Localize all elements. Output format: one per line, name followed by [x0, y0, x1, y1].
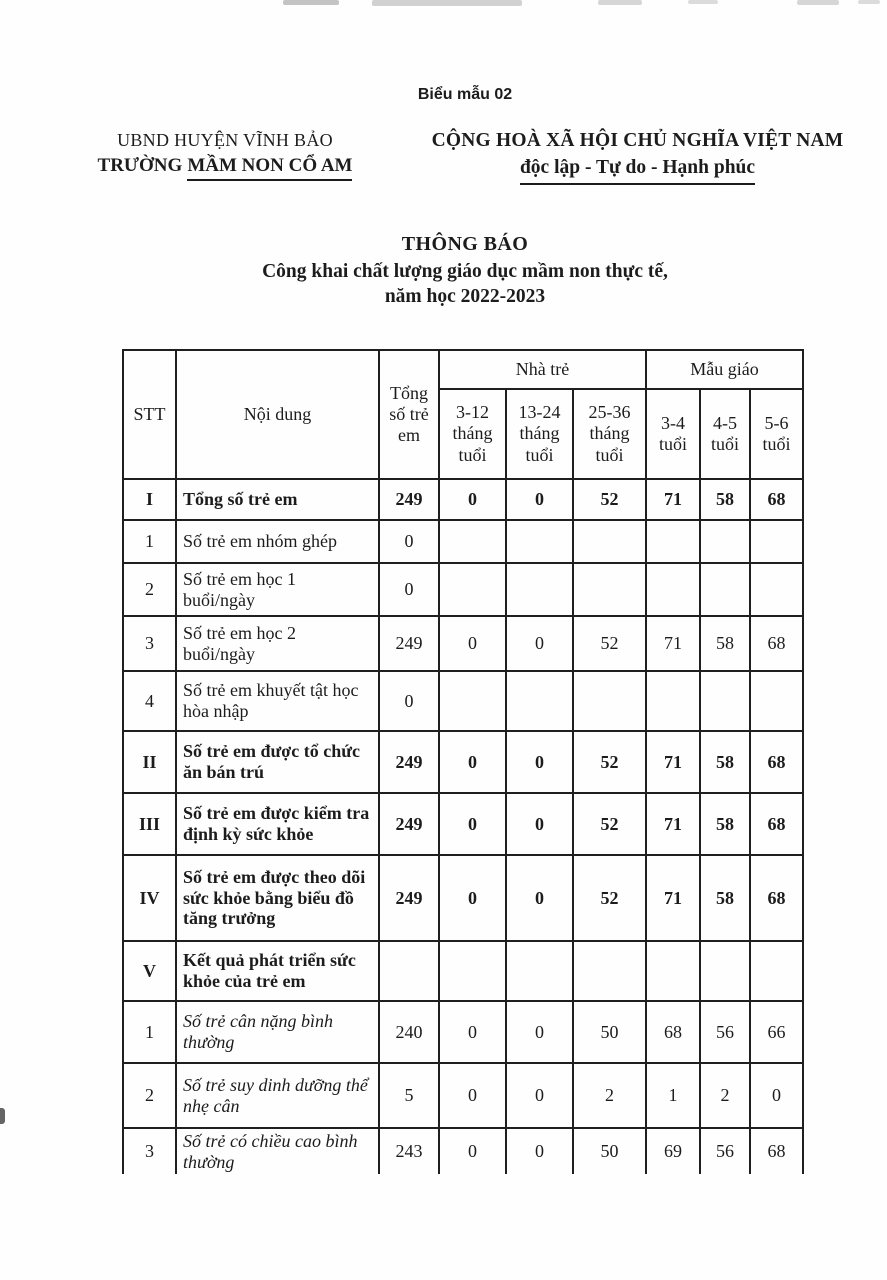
- issuer-authority: UBND HUYỆN VĨNH BẢO: [117, 130, 333, 150]
- row-value: [573, 563, 646, 616]
- header-sub-col-5: 5-6 tuổi: [750, 389, 803, 479]
- table-row: [123, 520, 803, 563]
- row-value: 0: [506, 855, 573, 941]
- national-motto-text: độc lập - Tự do - Hạnh phúc: [520, 156, 755, 184]
- row-value: [750, 671, 803, 731]
- national-motto: [415, 156, 860, 184]
- row-value: [750, 941, 803, 1001]
- header-sub-col-1: 13-24 tháng tuổi: [506, 389, 573, 479]
- row-value: 52: [573, 793, 646, 855]
- row-value: 0: [379, 671, 439, 731]
- row-value: 58: [700, 855, 750, 941]
- row-stt: 1: [123, 520, 176, 563]
- row-value: [700, 941, 750, 1001]
- row-value: 52: [573, 855, 646, 941]
- row-value: 0: [439, 1001, 506, 1063]
- header-total: Tổng số trẻ em: [379, 350, 439, 479]
- row-stt: 3: [123, 616, 176, 671]
- row-value: 0: [379, 563, 439, 616]
- row-value: [573, 520, 646, 563]
- row-value: 50: [573, 1001, 646, 1063]
- row-value: 0: [506, 731, 573, 793]
- row-value: [646, 520, 700, 563]
- row-value: 0: [750, 1063, 803, 1128]
- row-value: 52: [573, 616, 646, 671]
- row-label: Số trẻ em được kiểm tra định kỳ sức khỏe: [176, 793, 379, 855]
- row-label: Số trẻ em học 2 buổi/ngày: [176, 616, 379, 671]
- row-label: Kết quả phát triển sức khỏe của trẻ em: [176, 941, 379, 1001]
- row-value: 0: [439, 616, 506, 671]
- row-value: 71: [646, 731, 700, 793]
- header-sub-col-4: 4-5 tuổi: [700, 389, 750, 479]
- row-stt: 4: [123, 671, 176, 731]
- form-number-label: Biểu mẫu 02: [417, 86, 513, 103]
- row-label: Số trẻ em khuyết tật học hòa nhập: [176, 671, 379, 731]
- row-value: [573, 671, 646, 731]
- scan-artifact: [688, 0, 718, 4]
- row-value: [379, 941, 439, 1001]
- row-value: [439, 941, 506, 1001]
- row-value: 0: [379, 520, 439, 563]
- row-value: [439, 563, 506, 616]
- table-row: [123, 479, 803, 520]
- row-value: 56: [700, 1001, 750, 1063]
- row-value: 0: [439, 479, 506, 520]
- row-value: [750, 520, 803, 563]
- row-value: [700, 520, 750, 563]
- row-value: [646, 563, 700, 616]
- row-value: 56: [700, 1128, 750, 1174]
- national-motto-block: [415, 129, 860, 185]
- row-value: [646, 671, 700, 731]
- row-value: 0: [506, 1063, 573, 1128]
- scan-artifact: [797, 0, 839, 5]
- row-value: 2: [573, 1063, 646, 1128]
- row-value: 0: [506, 1128, 573, 1174]
- issuer-block: [90, 129, 360, 181]
- national-title: CỘNG HOÀ XÃ HỘI CHỦ NGHĨA VIỆT NAM: [431, 130, 844, 151]
- table-row: [123, 731, 803, 793]
- row-value: 68: [750, 731, 803, 793]
- row-value: 69: [646, 1128, 700, 1174]
- row-value: [700, 671, 750, 731]
- row-value: 68: [750, 1128, 803, 1174]
- notice-subtitle: Công khai chất lượng giáo dục mầm non thực tế,: [262, 261, 668, 282]
- row-value: 0: [506, 479, 573, 520]
- row-value: 52: [573, 731, 646, 793]
- row-value: 243: [379, 1128, 439, 1174]
- row-stt: 2: [123, 1063, 176, 1128]
- row-value: 58: [700, 731, 750, 793]
- row-label: Tổng số trẻ em: [176, 479, 379, 520]
- row-value: [700, 563, 750, 616]
- scan-artifact: [372, 0, 522, 6]
- school-name-main: MẦM NON CỔ AM: [187, 154, 352, 182]
- row-stt: 1: [123, 1001, 176, 1063]
- row-label: Số trẻ suy dinh dưỡng thể nhẹ cân: [176, 1063, 379, 1128]
- row-value: [506, 941, 573, 1001]
- scan-artifact: [0, 1108, 5, 1124]
- table-row: [123, 1063, 803, 1128]
- row-value: 50: [573, 1128, 646, 1174]
- row-value: 68: [750, 479, 803, 520]
- row-value: 0: [439, 855, 506, 941]
- row-value: 68: [750, 616, 803, 671]
- row-value: [506, 520, 573, 563]
- row-value: 0: [439, 1128, 506, 1174]
- row-value: 2: [700, 1063, 750, 1128]
- row-stt: III: [123, 793, 176, 855]
- row-value: 240: [379, 1001, 439, 1063]
- row-value: 68: [750, 793, 803, 855]
- row-value: 0: [439, 793, 506, 855]
- row-value: 58: [700, 616, 750, 671]
- row-stt: IV: [123, 855, 176, 941]
- row-stt: V: [123, 941, 176, 1001]
- row-value: [750, 563, 803, 616]
- table-row: [123, 941, 803, 1001]
- table-row: [123, 855, 803, 941]
- table-row: [123, 563, 803, 616]
- row-value: 68: [750, 855, 803, 941]
- row-stt: 2: [123, 563, 176, 616]
- table-row: [123, 793, 803, 855]
- row-value: [573, 941, 646, 1001]
- row-value: [439, 520, 506, 563]
- table-row: [123, 671, 803, 731]
- row-value: 66: [750, 1001, 803, 1063]
- row-value: 68: [646, 1001, 700, 1063]
- row-value: 0: [506, 793, 573, 855]
- header-sub-col-3: 3-4 tuổi: [646, 389, 700, 479]
- notice-school-year: năm học 2022-2023: [384, 286, 546, 308]
- table-body: [123, 479, 803, 1174]
- row-label: Số trẻ em nhóm ghép: [176, 520, 379, 563]
- row-stt: II: [123, 731, 176, 793]
- table-row: [123, 616, 803, 671]
- row-value: 249: [379, 793, 439, 855]
- header-stt: STT: [123, 350, 176, 479]
- row-value: 0: [439, 1063, 506, 1128]
- row-value: 52: [573, 479, 646, 520]
- header-group-kindergarten: Mẫu giáo: [646, 350, 803, 389]
- row-value: 58: [700, 479, 750, 520]
- row-label: Số trẻ em được tổ chức ăn bán trú: [176, 731, 379, 793]
- row-stt: 3: [123, 1128, 176, 1174]
- header-sub-col-0: 3-12 tháng tuổi: [439, 389, 506, 479]
- scan-artifact: [598, 0, 642, 5]
- row-value: 58: [700, 793, 750, 855]
- row-value: 5: [379, 1063, 439, 1128]
- row-value: 1: [646, 1063, 700, 1128]
- header-group-nursery: Nhà trẻ: [439, 350, 646, 389]
- scan-artifact: [283, 0, 339, 5]
- school-name: [90, 154, 360, 182]
- row-value: 0: [506, 1001, 573, 1063]
- row-value: [506, 563, 573, 616]
- notice-title-block: [122, 231, 808, 310]
- table-row: [123, 1128, 803, 1174]
- row-value: 0: [506, 616, 573, 671]
- row-label: Số trẻ em học 1 buổi/ngày: [176, 563, 379, 616]
- row-value: 249: [379, 616, 439, 671]
- scan-artifact: [858, 0, 880, 4]
- row-value: 249: [379, 855, 439, 941]
- header-content: Nội dung: [176, 350, 379, 479]
- row-value: 249: [379, 479, 439, 520]
- row-label: Số trẻ em được theo dõi sức khỏe bằng biểu đồ tăng trưởng: [176, 855, 379, 941]
- quality-data-table: [122, 349, 804, 1174]
- row-value: [646, 941, 700, 1001]
- row-value: 0: [439, 731, 506, 793]
- school-name-prefix: TRƯỜNG: [97, 154, 183, 176]
- row-value: 71: [646, 616, 700, 671]
- row-value: 71: [646, 855, 700, 941]
- row-value: [506, 671, 573, 731]
- row-value: 71: [646, 793, 700, 855]
- header-sub-col-2: 25-36 tháng tuổi: [573, 389, 646, 479]
- row-stt: I: [123, 479, 176, 520]
- row-value: [439, 671, 506, 731]
- row-value: 249: [379, 731, 439, 793]
- row-value: 71: [646, 479, 700, 520]
- row-label: Số trẻ cân nặng bình thường: [176, 1001, 379, 1063]
- table-row: [123, 1001, 803, 1063]
- notice-title: THÔNG BÁO: [401, 233, 529, 255]
- row-label: Số trẻ có chiều cao bình thường: [176, 1128, 379, 1174]
